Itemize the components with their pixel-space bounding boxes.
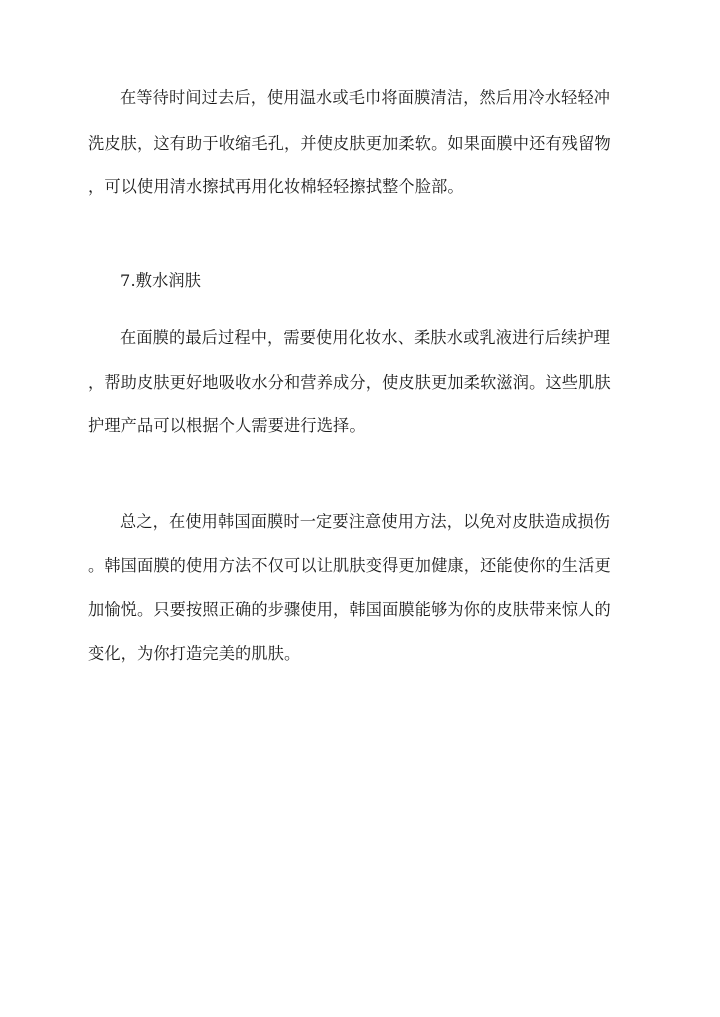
paragraph-2-line-1: 在面膜的最后过程中，需要使用化妆水、柔肤水或乳液进行后续护理 <box>120 328 611 347</box>
paragraph-3-line-4: 变化，为你打造完美的肌肤。 <box>88 644 301 663</box>
paragraph-2-line-2: ，帮助皮肤更好地吸收水分和营养成分，使皮肤更加柔软滋润。这些肌肤 <box>88 373 611 392</box>
paragraph-3-line-2: 。韩国面膜的使用方法不仅可以让肌肤变得更加健康，还能使你的生活更 <box>88 556 611 575</box>
paragraph-1-line-1: 在等待时间过去后，使用温水或毛巾将面膜清洁，然后用冷水轻轻冲 <box>120 88 611 107</box>
paragraph-2-line-3: 护理产品可以根据个人需要进行选择。 <box>88 416 366 435</box>
paragraph-1-line-3: ，可以使用清水擦拭再用化妆棉轻轻擦拭整个脸部。 <box>88 177 464 196</box>
section-heading-7: 7.敷水润肤 <box>120 271 202 290</box>
paragraph-3-line-1: 总之，在使用韩国面膜时一定要注意使用方法，以免对皮肤造成损伤 <box>120 512 611 531</box>
paragraph-3-line-3: 加愉悦。只要按照正确的步骤使用，韩国面膜能够为你的皮肤带来惊人的 <box>88 600 611 619</box>
paragraph-1-line-2: 洗皮肤，这有助于收缩毛孔，并使皮肤更加柔软。如果面膜中还有残留物 <box>88 134 611 153</box>
